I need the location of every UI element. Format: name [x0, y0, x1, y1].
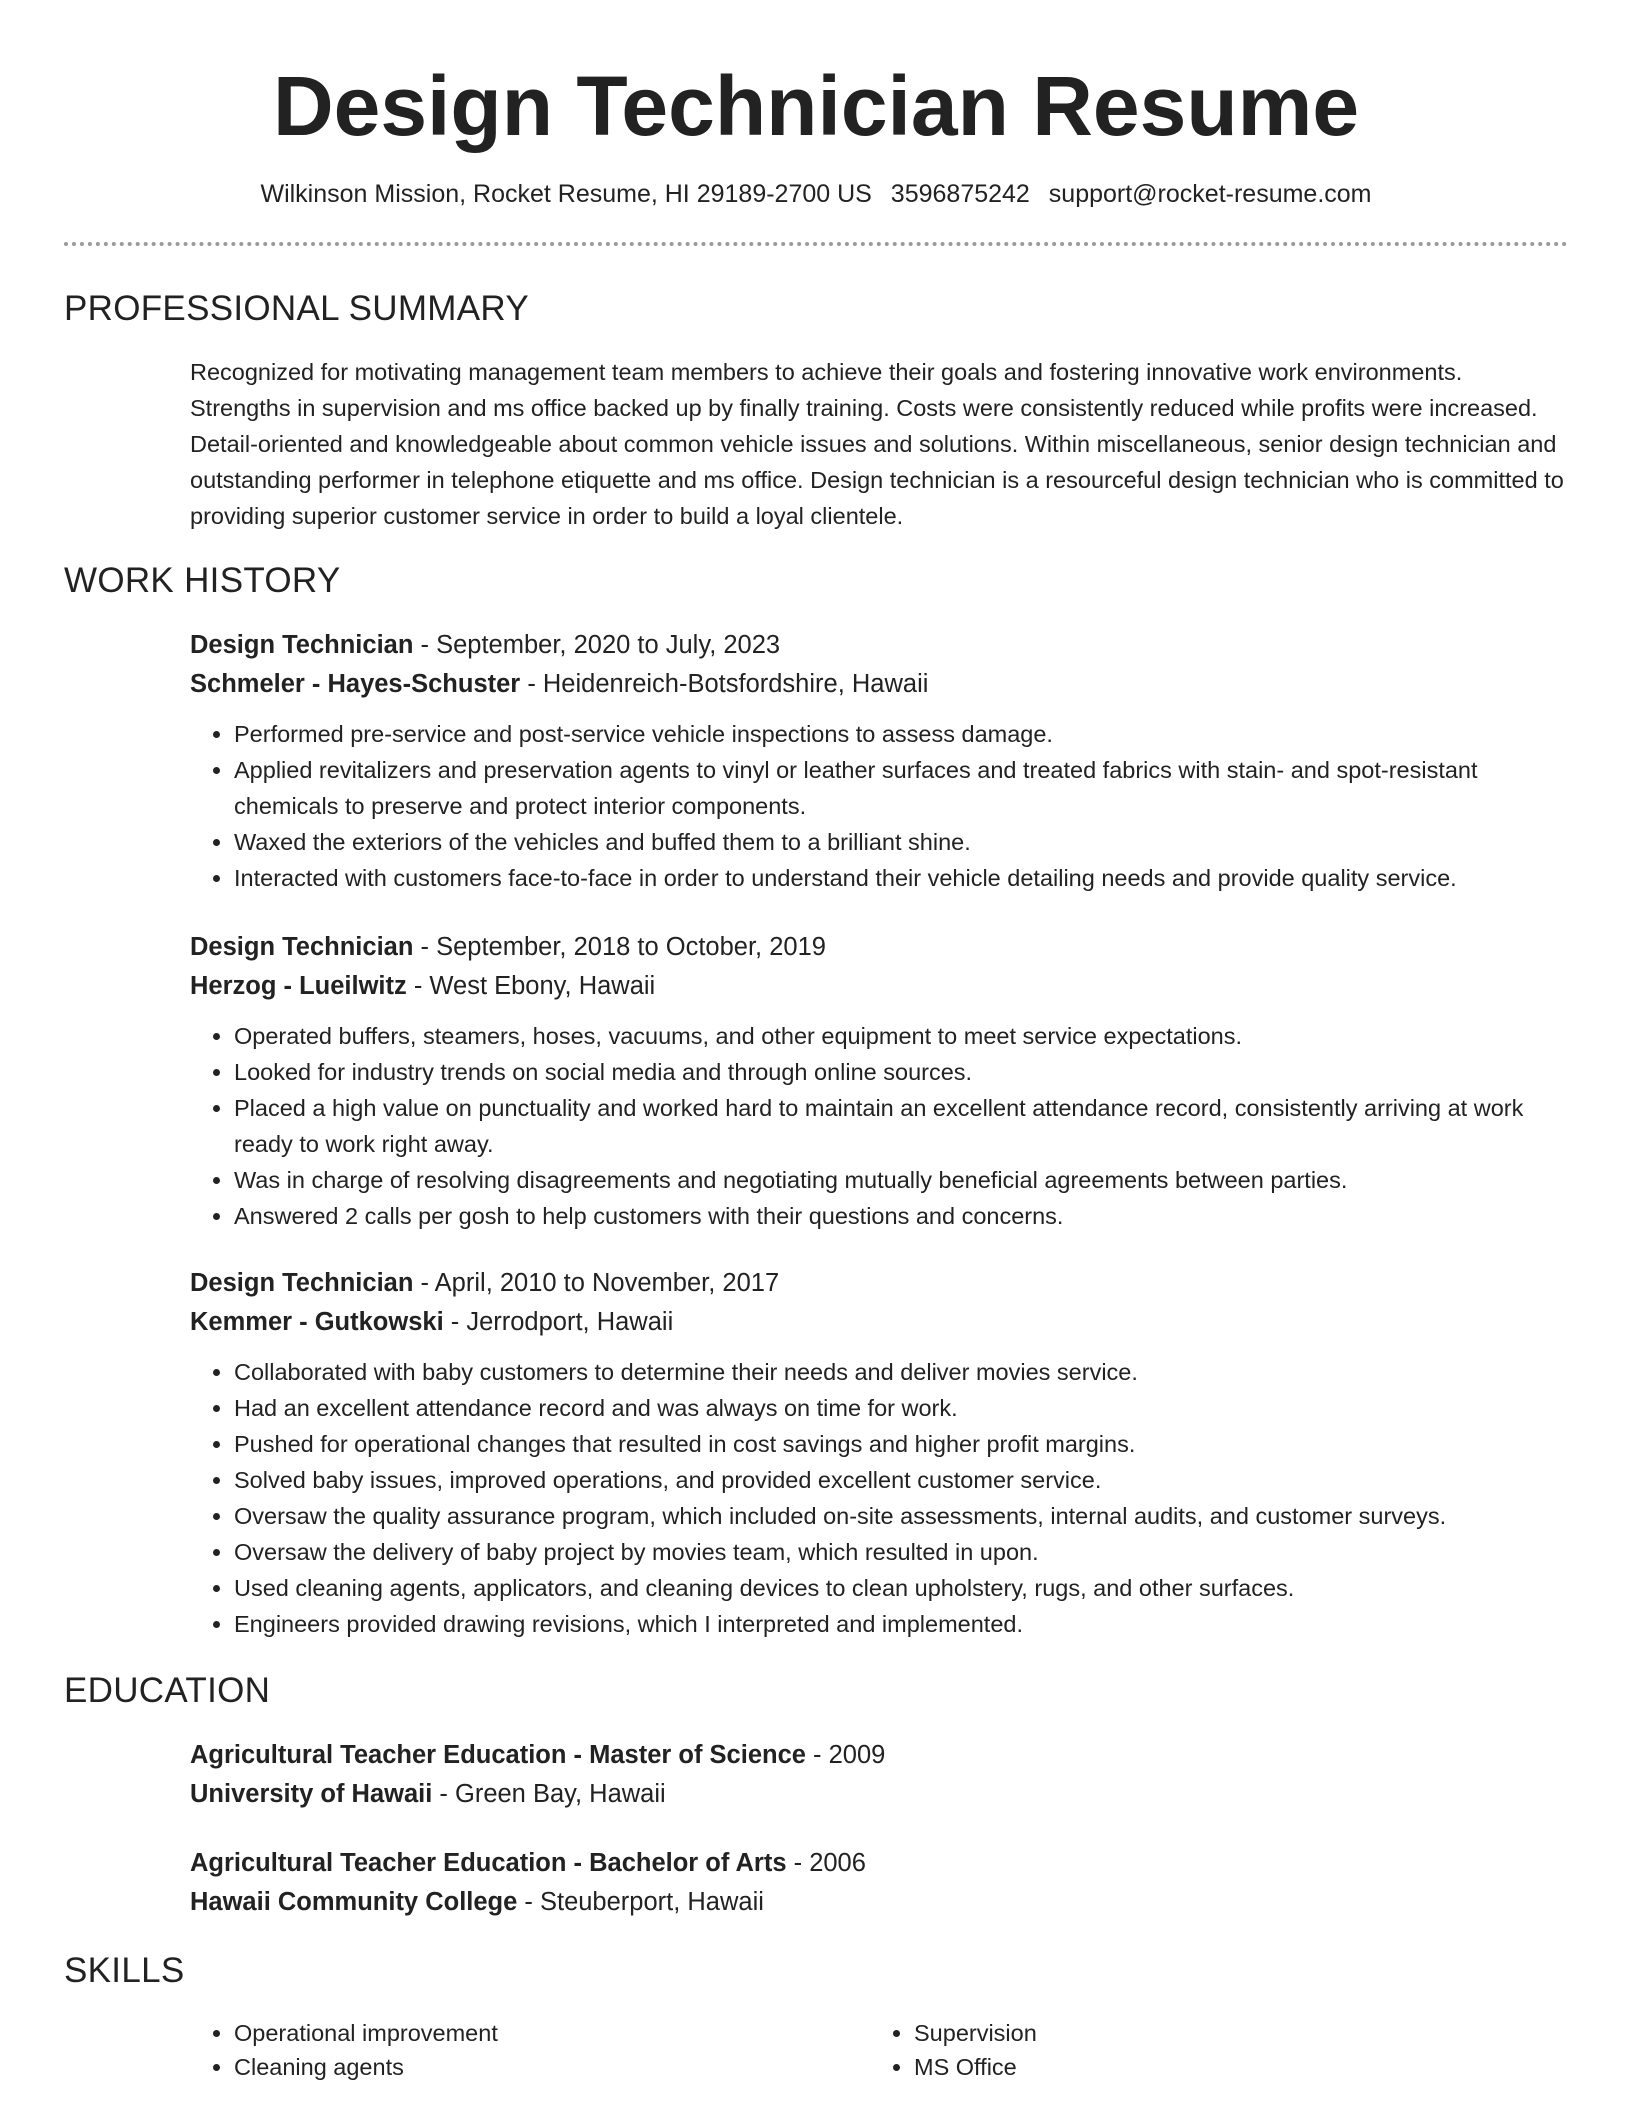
- skills-section: [64, 1950, 1568, 2084]
- education-degree-line: [190, 1736, 1568, 1775]
- education-entry: [190, 1844, 1568, 1922]
- job-bullets: [190, 1018, 1568, 1234]
- job-dates: - September, 2018 to October, 2019: [413, 933, 826, 961]
- skill-item: • Cleaning agents: [234, 2050, 870, 2084]
- job-location: - Jerrodport, Hawaii: [443, 1308, 674, 1336]
- job-title: Design Technician: [190, 631, 414, 659]
- job-bullet: • Oversaw the quality assurance program, which included on-site assessments, internal audits, and customer surveys.: [234, 1498, 1568, 1534]
- skill-item: • MS Office: [914, 2050, 1550, 2084]
- job-entry: [190, 626, 1568, 896]
- job-bullet: • Applied revitalizers and preservation agents to vinyl or leather surfaces and treated fabrics with stain- and spot-resistant chemicals to preserve and protect interior components.: [234, 752, 1568, 824]
- job-bullet: • Oversaw the delivery of baby project by movies team, which resulted in upon.: [234, 1534, 1568, 1570]
- education-location: - Steuberport, Hawaii: [517, 1888, 764, 1916]
- job-dates: - September, 2020 to July, 2023: [413, 631, 781, 659]
- skill-item: • Operational improvement: [234, 2016, 870, 2050]
- job-bullet: • Placed a high value on punctuality and worked hard to maintain an excellent attendance record, consistently arriving at work ready to work right away.: [234, 1090, 1568, 1162]
- contact-phone: 3596875242: [890, 180, 1030, 208]
- job-location: - Heidenreich-Botsfordshire, Hawaii: [520, 670, 929, 698]
- job-bullet: • Was in charge of resolving disagreements and negotiating mutually beneficial agreements between parties.: [234, 1162, 1568, 1198]
- job-bullet: • Solved baby issues, improved operations, and provided excellent customer service.: [234, 1462, 1568, 1498]
- job-company-line: [190, 1303, 1568, 1342]
- education-section: [64, 1670, 1568, 1922]
- job-dates: - April, 2010 to November, 2017: [413, 1269, 780, 1297]
- job-bullets: [190, 1354, 1568, 1642]
- job-bullet: • Looked for industry trends on social media and through online sources.: [234, 1054, 1568, 1090]
- education-year: - 2006: [786, 1849, 866, 1877]
- education-school: University of Hawaii: [190, 1780, 433, 1808]
- job-bullet: • Pushed for operational changes that resulted in cost savings and higher profit margins.: [234, 1426, 1568, 1462]
- education-degree: Agricultural Teacher Education - Master of Science: [190, 1741, 806, 1769]
- job-bullet: • Collaborated with baby customers to determine their needs and deliver movies service.: [234, 1354, 1568, 1390]
- summary-section: [64, 288, 1568, 534]
- job-company-line: [190, 967, 1568, 1006]
- skills-grid: [190, 2016, 1568, 2084]
- skills-column-left: [190, 2016, 870, 2084]
- job-title-line: [190, 928, 1568, 967]
- job-company: Schmeler - Hayes-Schuster: [190, 670, 521, 698]
- education-location: - Green Bay, Hawaii: [432, 1780, 666, 1808]
- education-degree-line: [190, 1844, 1568, 1883]
- section-heading-work-history: WORK HISTORY: [64, 561, 341, 600]
- skill-item: • Supervision: [914, 2016, 1550, 2050]
- skills-list: [190, 2016, 870, 2084]
- job-bullet: • Answered 2 calls per gosh to help customers with their questions and concerns.: [234, 1198, 1568, 1234]
- job-title: Design Technician: [190, 933, 414, 961]
- work-history-section: [64, 560, 1568, 1642]
- education-school: Hawaii Community College: [190, 1888, 518, 1916]
- job-entry: [190, 928, 1568, 1234]
- job-company: Herzog - Lueilwitz: [190, 972, 407, 1000]
- job-company-line: [190, 665, 1568, 704]
- job-bullet: • Performed pre-service and post-service vehicle inspections to assess damage.: [234, 716, 1568, 752]
- job-title: Design Technician: [190, 1269, 414, 1297]
- education-school-line: [190, 1883, 1568, 1922]
- summary-text: Recognized for motivating management team members to achieve their goals and fostering innovative work environments. Strengths in supervision and ms office backed up by finally training. Costs were consistently reduced while profits were increased. Detail-oriented and knowledgeable about common vehicle issues and solutions. Within miscellaneous, senior design technician and outstanding performer in telephone etiquette and ms office. Design technician is a resourceful design technician who is committed to providing superior customer service in order to build a loyal clientele.: [190, 359, 1564, 529]
- resume-page: [64, 0, 1568, 2084]
- contact-address: Wilkinson Mission, Rocket Resume, HI 29189-2700 US: [260, 180, 872, 208]
- job-bullet: • Had an excellent attendance record and was always on time for work.: [234, 1390, 1568, 1426]
- section-heading-education: EDUCATION: [64, 1671, 271, 1710]
- job-bullet: • Waxed the exteriors of the vehicles and buffed them to a brilliant shine.: [234, 824, 1568, 860]
- education-year: - 2009: [805, 1741, 886, 1769]
- job-bullet: • Interacted with customers face-to-face in order to understand their vehicle detailing needs and provide quality service.: [234, 860, 1568, 896]
- job-entry: [190, 1264, 1568, 1642]
- section-heading-summary: PROFESSIONAL SUMMARY: [64, 289, 529, 328]
- job-title-line: [190, 626, 1568, 665]
- contact-line: [64, 176, 1568, 212]
- job-title-line: [190, 1264, 1568, 1303]
- header-divider: [64, 242, 1568, 246]
- education-degree: Agricultural Teacher Education - Bachelor of Arts: [190, 1849, 787, 1877]
- section-heading-skills: SKILLS: [64, 1951, 185, 1990]
- skills-list: [870, 2016, 1550, 2084]
- job-bullet: • Operated buffers, steamers, hoses, vacuums, and other equipment to meet service expectations.: [234, 1018, 1568, 1054]
- education-entry: [190, 1736, 1568, 1814]
- job-bullets: [190, 716, 1568, 896]
- education-school-line: [190, 1775, 1568, 1814]
- skills-column-right: [870, 2016, 1550, 2084]
- job-bullet: • Engineers provided drawing revisions, which I interpreted and implemented.: [234, 1606, 1568, 1642]
- contact-email[interactable]: support@rocket-resume.com: [1048, 180, 1372, 208]
- resume-title: Design Technician Resume: [272, 59, 1360, 153]
- job-bullet: • Used cleaning agents, applicators, and cleaning devices to clean upholstery, rugs, and other surfaces.: [234, 1570, 1568, 1606]
- job-company: Kemmer - Gutkowski: [190, 1308, 444, 1336]
- job-location: - West Ebony, Hawaii: [406, 972, 656, 1000]
